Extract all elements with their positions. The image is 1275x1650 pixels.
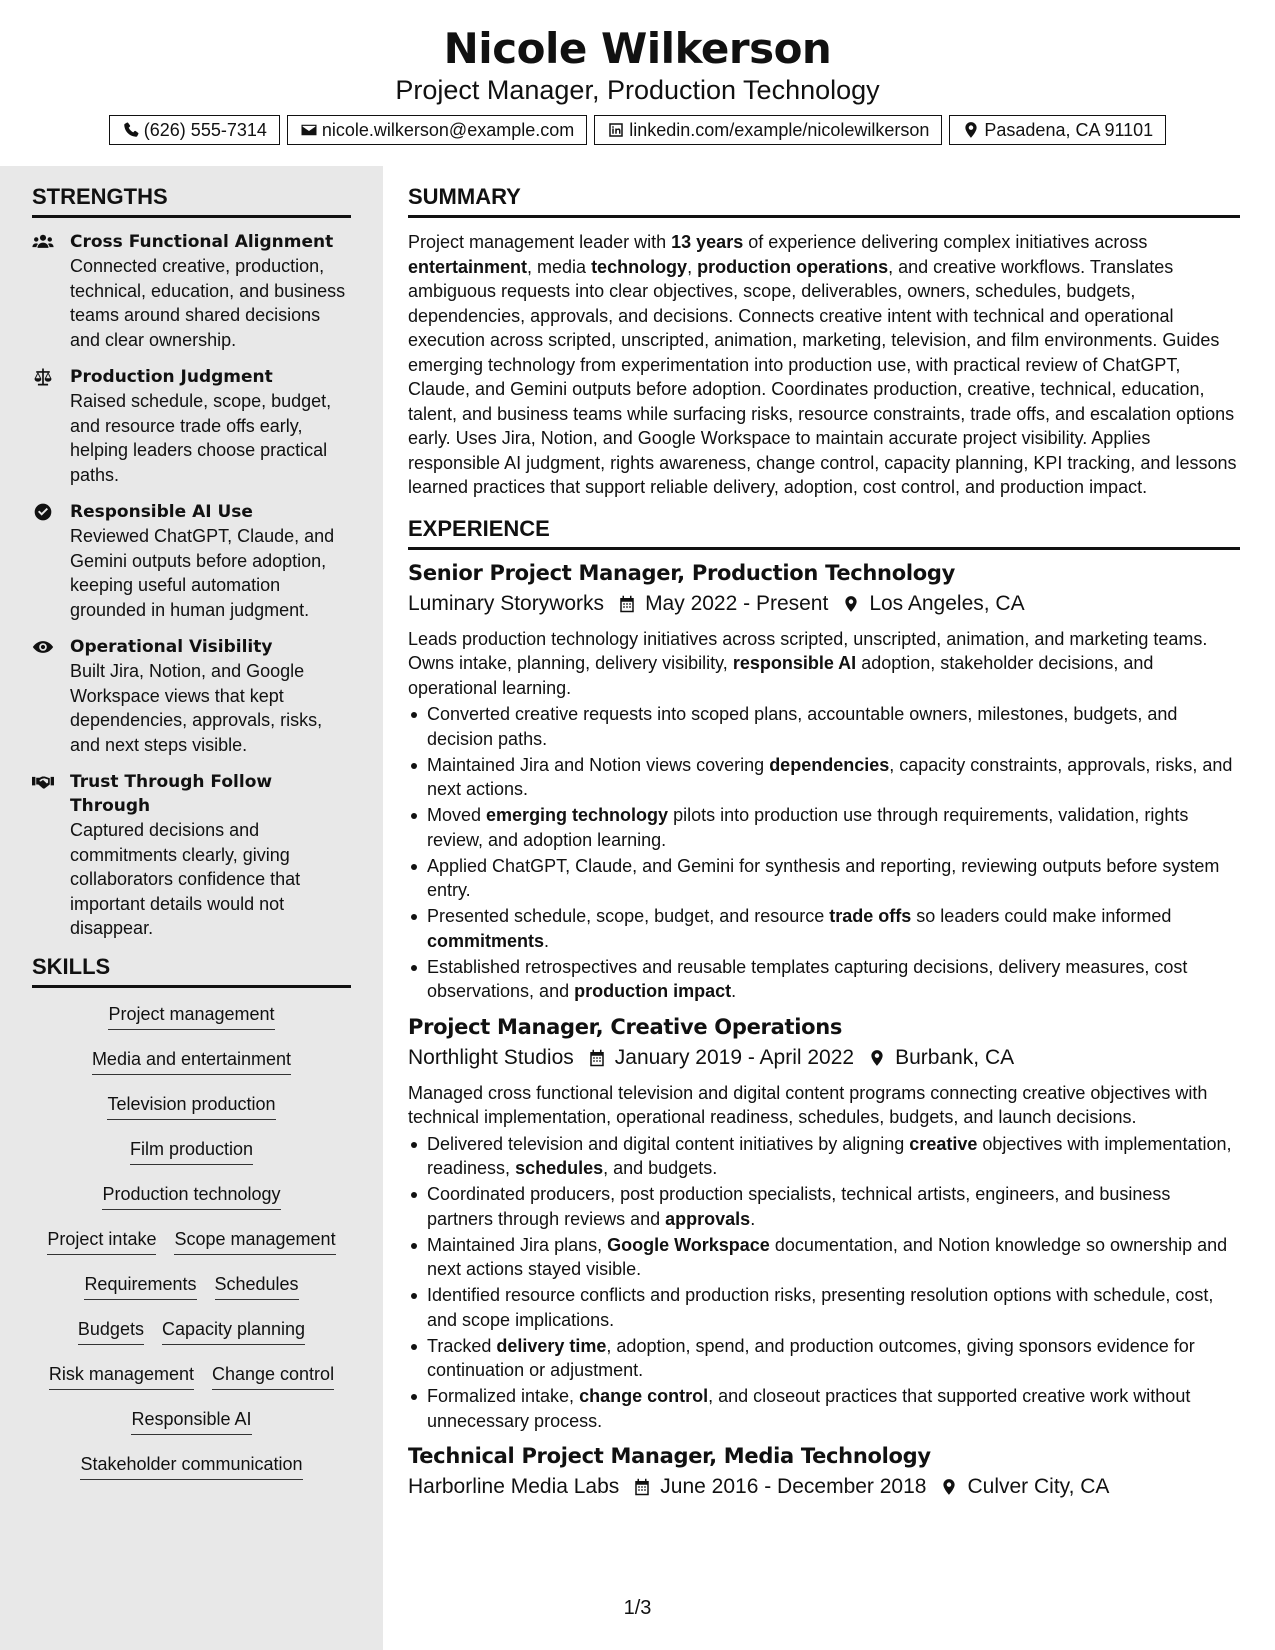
skill-row: [92, 1045, 291, 1090]
job-dates: June 2016 - December 2018: [660, 1475, 927, 1498]
strength-description: Raised schedule, scope, budget, and resource trade offs early, helping leaders choose practical paths.: [70, 391, 332, 485]
contact-text: Pasadena, CA 91101: [984, 119, 1154, 140]
job-entry: [408, 559, 1240, 1004]
text-run: Converted creative requests into scoped plans, accountable owners, milestones, budgets, and decision paths.: [427, 704, 1178, 749]
text-run: Formalized intake,: [427, 1386, 580, 1406]
job-meta: [408, 589, 1240, 619]
emphasis-text: responsible AI: [732, 653, 857, 673]
text-run: .: [731, 981, 737, 1001]
contact-envelope[interactable]: [287, 115, 587, 145]
contact-text: nicole.wilkerson@example.com: [321, 119, 575, 140]
emphasis-text: Google Workspace: [607, 1234, 770, 1255]
emphasis-text: dependencies: [769, 754, 890, 775]
job-bullets: [408, 1132, 1240, 1434]
text-run: Delivered television and digital content initiatives by aligning: [427, 1133, 910, 1154]
emphasis-text: schedules: [515, 1158, 604, 1178]
emphasis-text: entertainment: [408, 256, 528, 277]
text-run: of experience delivering complex initiatives across: [743, 232, 1148, 252]
skill-tag: Television production: [107, 1090, 275, 1120]
users-icon: [32, 230, 56, 352]
page-number: 1/3: [623, 1597, 652, 1619]
skill-tag: Risk management: [49, 1360, 194, 1390]
strength-item: [32, 635, 351, 757]
skill-row: [49, 1360, 334, 1405]
phone-icon: [122, 121, 140, 139]
text-run: Presented schedule, scope, budget, and resource: [427, 906, 830, 926]
strength-title: Production Judgment: [70, 367, 273, 387]
strength-title: Trust Through Follow Through: [70, 772, 273, 816]
job-meta: [408, 1043, 1240, 1073]
eye-icon: [32, 635, 56, 757]
emphasis-text: approvals: [665, 1208, 751, 1229]
skill-tag: Film production: [130, 1135, 253, 1165]
strength-item: [32, 500, 351, 622]
map-pin-icon: [926, 1477, 967, 1497]
strength-description: Connected creative, production, technical, education, and business teams around shared decisions and clear ownership.: [70, 256, 346, 350]
text-run: Established retrospectives and reusable templates capturing decisions, delivery measures, cost observations, and: [427, 956, 1188, 1001]
linkedin-icon: [607, 121, 625, 139]
text-run: Identified resource conflicts and production risks, presenting resolution options with schedule, cost, and scope implications.: [427, 1285, 1214, 1330]
contact-map-pin[interactable]: [949, 115, 1166, 145]
candidate-title: Project Manager, Production Technology: [395, 75, 880, 105]
emphasis-text: production impact: [574, 981, 732, 1001]
text-run: documentation, and Notion knowledge so ownership and next actions stayed visible.: [427, 1234, 1228, 1279]
bullet-item: [408, 904, 1240, 953]
text-run: .: [750, 1208, 756, 1229]
skill-row: [130, 1135, 253, 1180]
skill-tag: Change control: [212, 1360, 334, 1390]
skill-row: [108, 1000, 274, 1045]
job-dates: January 2019 - April 2022: [614, 1045, 855, 1069]
strength-body: [70, 230, 351, 352]
emphasis-text: production operations: [697, 256, 889, 277]
emphasis-text: commitments: [427, 930, 545, 951]
text-run: , media: [527, 256, 592, 277]
skills-list: [32, 1000, 351, 1495]
skill-tag: Production technology: [102, 1180, 280, 1210]
strength-body: [70, 365, 351, 487]
skill-tag: Project management: [108, 1000, 274, 1030]
contact-bar: [0, 115, 1275, 145]
strengths-heading: STRENGTHS: [32, 184, 351, 218]
job-bullets: [408, 702, 1240, 1004]
strength-description: Captured decisions and commitments clearly, giving collaborators confidence that important details would not disappear.: [70, 820, 301, 938]
bullet-item: [408, 1182, 1240, 1231]
job-title: Project Manager, Creative Operations: [408, 1014, 843, 1039]
strength-item: [32, 365, 351, 487]
strength-description: Reviewed ChatGPT, Claude, and Gemini outputs before adoption, keeping useful automation grounded in human judgment.: [70, 526, 335, 620]
text-run: Tracked: [427, 1335, 497, 1356]
contact-linkedin[interactable]: [594, 115, 942, 145]
emphasis-text: emerging technology: [486, 805, 669, 825]
experience-heading: EXPERIENCE: [408, 516, 1240, 550]
text-run: Maintained Jira plans,: [427, 1234, 608, 1255]
skill-row: [102, 1180, 280, 1225]
strength-title: Operational Visibility: [70, 637, 273, 657]
emphasis-text: change control: [579, 1386, 709, 1406]
contact-phone[interactable]: [109, 115, 280, 145]
bullet-item: [408, 753, 1240, 802]
job-location: Burbank, CA: [895, 1045, 1015, 1069]
resume-header: [0, 0, 1275, 166]
summary-heading: SUMMARY: [408, 184, 1240, 218]
job-description: [408, 1081, 1240, 1130]
job-title: Senior Project Manager, Production Technology: [408, 560, 955, 585]
check-circle-icon: [32, 500, 56, 622]
bullet-item: [408, 803, 1240, 852]
job-description: [408, 627, 1240, 701]
text-run: Coordinated producers, post production specialists, technical artists, engineers, and business partners through reviews and: [427, 1184, 1171, 1229]
skill-row: [47, 1225, 335, 1270]
bullet-item: [408, 1283, 1240, 1332]
strength-item: [32, 230, 351, 352]
skill-tag: Responsible AI: [131, 1405, 251, 1435]
bullet-item: [408, 955, 1240, 1004]
skill-tag: Project intake: [47, 1225, 156, 1255]
summary-text: [408, 230, 1240, 500]
contact-text: (626) 555-7314: [143, 119, 267, 140]
text-run: , and creative workflows. Translates ambiguous requests into clear objectives, scope, deliverables, owners, schedules, budgets, dependencies, approvals, and decisions. Connects creative intent with technical and operational execution across scripted, unscripted, animation, marketing, television, and film environments. Guides emerging technology from experimentation into production use, with practical review of ChatGPT, Claude, and Gemini outputs before adoption. Coordinates production, creative, technical, education, talent, and business teams while surfacing risks, resource constraints, trade offs, and escalation options early. Uses Jira, Notion, and Google Workspace to maintain accurate project visibility. Applies responsible AI judgment, rights awareness, change control, capacity planning, KPI tracking, and lessons learned practices that support reliable delivery, adoption, cost control, and production impact.: [408, 256, 1237, 497]
text-run: Applied ChatGPT, Claude, and Gemini for synthesis and reporting, reviewing outputs before system entry.: [427, 855, 1220, 900]
strength-description: Built Jira, Notion, and Google Workspace views that kept dependencies, approvals, risks, and next steps visible.: [70, 661, 323, 755]
job-location: Culver City, CA: [967, 1475, 1110, 1498]
skill-tag: Capacity planning: [162, 1315, 305, 1345]
emphasis-text: trade offs: [829, 906, 912, 926]
strength-title: Cross Functional Alignment: [70, 232, 334, 252]
text-run: Project management leader with: [408, 232, 672, 252]
calendar-icon: [619, 1477, 660, 1497]
skill-row: [78, 1315, 305, 1360]
map-pin-icon: [962, 121, 980, 139]
main-column: [408, 166, 1240, 1502]
emphasis-text: delivery time: [496, 1335, 607, 1356]
text-run: , and budgets.: [603, 1158, 718, 1178]
text-run: Managed cross functional television and digital content programs connecting creative objectives with technical implementation, operational readiness, schedules, budgets, and launch decisions.: [408, 1082, 1208, 1127]
emphasis-text: technology: [591, 256, 688, 277]
strength-body: [70, 635, 351, 757]
text-run: so leaders could make informed: [911, 906, 1172, 926]
job-meta: [408, 1472, 1240, 1502]
job-company: Harborline Media Labs: [408, 1475, 620, 1498]
bullet-item: [408, 702, 1240, 751]
scale-icon: [32, 365, 56, 487]
text-run: .: [544, 930, 550, 951]
bullet-item: [408, 1384, 1240, 1433]
job-title: Technical Project Manager, Media Technology: [408, 1444, 931, 1468]
job-entry: [408, 1442, 1240, 1502]
envelope-icon: [300, 121, 318, 139]
map-pin-icon: [828, 594, 869, 614]
handshake-icon: [32, 770, 56, 941]
bullet-item: [408, 1334, 1240, 1383]
skill-tag: Requirements: [84, 1270, 196, 1300]
skills-heading: SKILLS: [32, 954, 351, 988]
text-run: , and closeout practices that supported creative work without unnecessary process.: [427, 1386, 1191, 1431]
strength-item: [32, 770, 351, 941]
skill-tag: Schedules: [215, 1270, 299, 1300]
job-company: Northlight Studios: [408, 1045, 574, 1069]
job-location: Los Angeles, CA: [869, 591, 1025, 615]
text-run: adoption, stakeholder decisions, and operational learning.: [408, 653, 1154, 698]
strengths-list: [32, 230, 351, 941]
skill-row: [131, 1405, 251, 1450]
text-run: , adoption, spend, and production outcomes, giving sponsors evidence for continuation or adjustment.: [427, 1335, 1195, 1380]
strength-title: Responsible AI Use: [70, 502, 253, 522]
text-run: Moved: [427, 805, 487, 825]
bullet-item: [408, 1132, 1240, 1181]
skill-tag: Scope management: [174, 1225, 335, 1255]
text-run: ,: [687, 256, 698, 277]
job-dates: May 2022 - Present: [645, 591, 829, 615]
skill-row: [107, 1090, 275, 1135]
skill-tag: Media and entertainment: [92, 1045, 291, 1075]
skill-tag: Budgets: [78, 1315, 144, 1345]
candidate-name: Nicole Wilkerson: [443, 24, 832, 73]
job-entry: [408, 1013, 1240, 1434]
text-run: Leads production technology initiatives across scripted, unscripted, animation, and marketing teams. Owns intake, planning, delivery visibility,: [408, 628, 1208, 673]
bullet-item: [408, 854, 1240, 903]
text-run: pilots into production use through requirements, validation, rights review, and adoption learning.: [427, 805, 1189, 850]
contact-text: linkedin.com/example/nicolewilkerson: [629, 119, 930, 140]
job-company: Luminary Storyworks: [408, 591, 605, 615]
emphasis-text: creative: [909, 1133, 978, 1154]
strength-body: [70, 500, 351, 622]
emphasis-text: 13 years: [671, 232, 744, 252]
experience-list: [408, 559, 1240, 1503]
calendar-icon: [604, 594, 645, 614]
bullet-item: [408, 1233, 1240, 1282]
calendar-icon: [574, 1048, 615, 1068]
skill-row: [84, 1270, 298, 1315]
text-run: objectives with implementation, readiness,: [427, 1133, 1232, 1178]
strength-body: [70, 770, 351, 941]
skill-tag: Stakeholder communication: [80, 1450, 302, 1480]
text-run: , capacity constraints, approvals, risks, and next actions.: [427, 754, 1233, 799]
map-pin-icon: [854, 1048, 895, 1068]
sidebar: [0, 166, 383, 1650]
skill-row: [80, 1450, 302, 1495]
text-run: Maintained Jira and Notion views covering: [427, 754, 770, 775]
